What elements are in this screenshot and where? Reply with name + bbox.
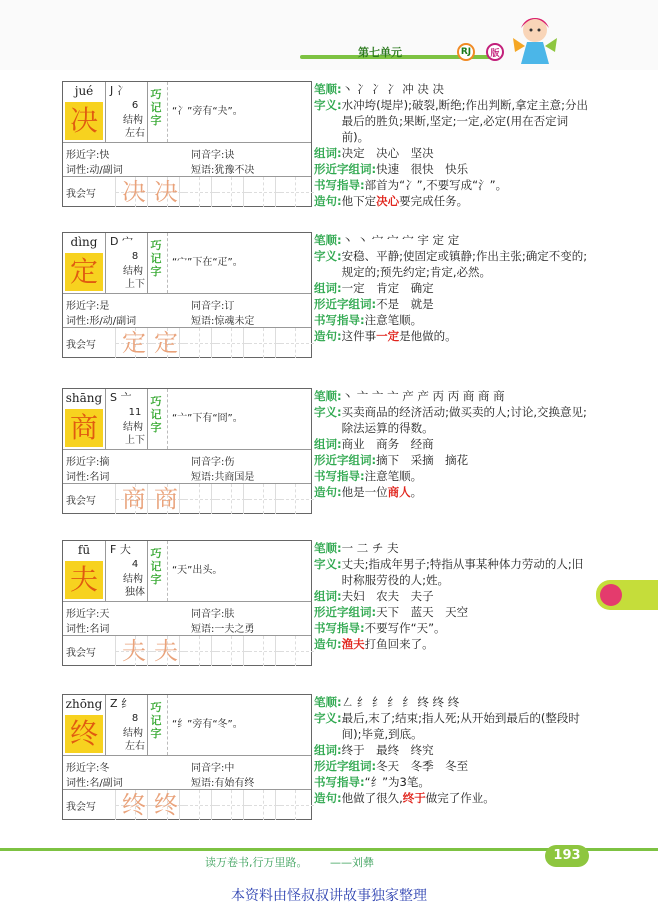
pinyin: dìng: [70, 235, 98, 249]
char-details: [314, 388, 590, 500]
line-label: 形近字组词:: [314, 297, 377, 311]
char-details: [314, 694, 590, 806]
line-text: 安稳、平静;使固定或镇静;作出主张;确定不变的;规定的;预先约定;肯定,必然。: [341, 249, 588, 279]
stroke-count: 8: [131, 713, 139, 724]
detail-line: [314, 177, 590, 193]
trace-character: 夫: [154, 637, 178, 665]
rj-badge: RJ: [457, 43, 475, 61]
practice-cell[interactable]: [275, 484, 314, 514]
radical: [110, 389, 131, 405]
sentence-pre: 他是一位: [341, 485, 388, 499]
trace-character: 终: [122, 791, 146, 819]
main-character: 终: [65, 715, 103, 753]
divider: [147, 82, 148, 142]
line-label: 字义:: [314, 405, 342, 419]
line-label: 书写指导:: [314, 775, 365, 789]
stroke-count: 11: [128, 407, 142, 418]
sentence-post: 打鱼回来了。: [364, 637, 434, 651]
homophone: 同音字:中: [191, 763, 235, 774]
part-of-speech: 词性:名/副词: [66, 778, 123, 789]
line-label: 字义:: [314, 249, 342, 263]
line-text: [342, 328, 590, 344]
line-text: 买卖商品的经济活动;做买卖的人;讨论,交换意见;除法运算的得数。: [341, 405, 587, 435]
practice-row: [63, 327, 311, 358]
structure-label: 结构: [123, 574, 143, 585]
mascot-icon: [600, 584, 622, 606]
sentence-highlight: 商人: [387, 485, 411, 499]
line-label: 书写指导:: [314, 469, 365, 483]
footer-author: ——刘彝: [330, 856, 374, 869]
practice-label: 我会写: [66, 802, 96, 813]
line-text: 商业 商务 经商: [341, 437, 434, 451]
line-text: 终于 最终 终究: [341, 743, 434, 757]
line-text: [342, 636, 590, 652]
pinyin: shāng: [65, 391, 103, 405]
line-label: 形近字组词:: [314, 453, 377, 467]
line-text: 丶 冫 冫 冫 冲 决 决: [341, 82, 445, 96]
line-label: 书写指导:: [314, 313, 365, 327]
example-sentence: [314, 328, 590, 344]
trace-character: 定: [154, 329, 178, 357]
sentence-pre: 这件事: [341, 329, 377, 343]
line-label: 笔顺:: [314, 541, 342, 555]
practice-row: [63, 789, 311, 820]
line-text: 最后,末了;结束;指人死;从开始到最后的(整段时间);毕竟,到底。: [341, 711, 580, 741]
phrase: 短语:惊魂未定: [191, 316, 255, 327]
info-rows: [63, 142, 311, 177]
stroke-count: 8: [131, 251, 139, 262]
line-text: 注意笔顺。: [364, 469, 423, 483]
structure-value: 左右: [125, 128, 145, 139]
practice-label: 我会写: [66, 496, 96, 507]
structure-label: 结构: [123, 115, 143, 126]
detail-line: [314, 232, 590, 248]
line-label: 造句:: [314, 791, 342, 805]
sentence-post: 做完了作业。: [425, 791, 495, 805]
detail-line: [314, 588, 590, 604]
char-card: [62, 232, 312, 358]
main-character: 商: [65, 409, 103, 447]
detail-line: [314, 620, 590, 636]
memory-tip: “亠”下有“冏”。: [167, 389, 316, 449]
detail-line: [314, 81, 590, 97]
structure-value: 上下: [125, 435, 145, 446]
line-text: 决定 决心 坚决: [341, 146, 434, 160]
detail-line: [314, 248, 590, 280]
sentence-highlight: 渔夫: [341, 637, 365, 651]
detail-line: [314, 388, 590, 404]
divider: [105, 82, 106, 142]
detail-line: [314, 296, 590, 312]
unit-title: 第七单元: [358, 46, 402, 59]
info-rows: [63, 755, 311, 790]
memory-tip: “宀”下在“疋”。: [167, 233, 316, 293]
memory-tip-tag: 巧记字: [150, 239, 162, 278]
similar-char: 形近字:是: [66, 301, 110, 312]
info-rows: [63, 293, 311, 328]
line-text: 快速 很快 快乐: [376, 162, 469, 176]
line-text: 摘下 采摘 摘花: [376, 453, 469, 467]
line-text: 不要写作“天”。: [364, 621, 446, 635]
char-card: [62, 388, 312, 514]
main-character: 定: [65, 253, 103, 291]
phrase: 短语:有始有终: [191, 778, 255, 789]
line-text: 丶 丶 宀 宀 宀 宇 定 定: [341, 233, 460, 247]
char-details: [314, 540, 590, 652]
line-text: [342, 193, 590, 209]
line-text: ㇜ 纟 纟 纟 纟 终 终 终: [341, 695, 460, 709]
sentence-post: 是他做的。: [399, 329, 457, 343]
char-details: [314, 232, 590, 344]
detail-line: [314, 468, 590, 484]
line-text: 丶 亠 亠 亠 产 产 丙 丙 商 商 商: [341, 389, 505, 403]
line-label: 造句:: [314, 485, 342, 499]
line-label: 字义:: [314, 711, 342, 725]
memory-tip-tag: 巧记字: [150, 701, 162, 740]
main-character: 夫: [65, 561, 103, 599]
detail-line: [314, 280, 590, 296]
stroke-count: 6: [131, 100, 139, 111]
pinyin: zhōng: [65, 697, 103, 711]
line-label: 组词:: [314, 589, 342, 603]
detail-line: [314, 97, 590, 145]
line-label: 造句:: [314, 194, 342, 208]
example-sentence: [314, 790, 590, 806]
practice-cell[interactable]: [275, 177, 314, 207]
sentence-pre: 他下定: [341, 194, 377, 208]
sentence-highlight: 一定: [376, 329, 400, 343]
sentence-highlight: 终于: [402, 791, 426, 805]
practice-row: [63, 483, 311, 514]
trace-character: 决: [122, 178, 146, 206]
line-label: 组词:: [314, 743, 342, 757]
radical-letter: S: [110, 391, 117, 404]
trace-character: 商: [154, 485, 178, 513]
sentence-post: 要完成任务。: [399, 194, 469, 208]
structure-value: 上下: [125, 279, 145, 290]
radical: [110, 82, 128, 98]
detail-line: [314, 774, 590, 790]
line-label: 书写指导:: [314, 178, 365, 192]
line-text: 一 二 チ 夫: [341, 541, 399, 555]
line-text: 一定 肯定 确定: [341, 281, 434, 295]
line-label: 字义:: [314, 557, 342, 571]
line-label: 组词:: [314, 146, 342, 160]
edition-badge: 版: [486, 43, 504, 61]
line-label: 笔顺:: [314, 82, 342, 96]
sentence-pre: 他做了很久,: [341, 791, 403, 805]
memory-tip: “纟”旁有“冬”。: [167, 695, 316, 755]
stroke-count: 4: [131, 559, 139, 570]
similar-char: 形近字:快: [66, 150, 110, 161]
example-sentence: [314, 636, 590, 652]
detail-line: [314, 694, 590, 710]
structure-value: 独体: [125, 587, 145, 598]
part-of-speech: 词性:动/副词: [66, 165, 123, 176]
char-card: [62, 540, 312, 666]
part-of-speech: 词性:名词: [66, 624, 110, 635]
radical-letter: D: [110, 235, 119, 248]
trace-character: 夫: [122, 637, 146, 665]
trace-character: 决: [154, 178, 178, 206]
detail-line: [314, 710, 590, 742]
line-text: [342, 790, 590, 806]
similar-char: 形近字:冬: [66, 763, 110, 774]
example-sentence: [314, 193, 590, 209]
line-text: [342, 484, 590, 500]
detail-line: [314, 404, 590, 436]
radical-letter: J: [110, 84, 114, 97]
radical-char: 纟: [121, 697, 133, 710]
credit-line: 本资料由怪叔叔讲故事独家整理: [231, 888, 427, 904]
detail-line: [314, 742, 590, 758]
line-label: 笔顺:: [314, 695, 342, 709]
homophone: 同音字:肤: [191, 609, 235, 620]
structure-label: 结构: [123, 728, 143, 739]
practice-cell[interactable]: [275, 636, 314, 666]
memory-tip-tag: 巧记字: [150, 88, 162, 127]
detail-line: [314, 604, 590, 620]
practice-label: 我会写: [66, 340, 96, 351]
detail-line: [314, 436, 590, 452]
radical: [110, 541, 131, 557]
structure-value: 左右: [125, 741, 145, 752]
detail-line: [314, 556, 590, 588]
part-of-speech: 词性:形/动/副词: [66, 316, 137, 327]
line-text: 不是 就是: [376, 297, 434, 311]
radical-char: 宀: [121, 235, 133, 248]
line-text: 部首为“冫”,不要写成“氵”。: [364, 178, 508, 192]
pinyin: fū: [77, 543, 91, 557]
char-details: [314, 81, 590, 209]
divider: [105, 233, 106, 293]
divider: [147, 695, 148, 755]
memory-tip-tag: 巧记字: [150, 395, 162, 434]
phrase: 短语:一夫之勇: [191, 624, 255, 635]
line-label: 形近字组词:: [314, 605, 377, 619]
part-of-speech: 词性:名词: [66, 472, 110, 483]
line-label: 笔顺:: [314, 233, 342, 247]
homophone: 同音字:伤: [191, 457, 235, 468]
line-text: 注意笔顺。: [364, 313, 423, 327]
line-label: 组词:: [314, 281, 342, 295]
line-text: 天下 蓝天 天空: [376, 605, 469, 619]
phrase: 短语:共商国是: [191, 472, 255, 483]
practice-label: 我会写: [66, 648, 96, 659]
radical: [110, 233, 133, 249]
radical: [110, 695, 132, 711]
radical-letter: Z: [110, 697, 118, 710]
divider: [147, 541, 148, 601]
line-label: 形近字组词:: [314, 162, 377, 176]
detail-line: [314, 758, 590, 774]
homophone: 同音字:诀: [191, 150, 235, 161]
pinyin: jué: [74, 84, 94, 98]
line-text: 水冲垮(堤岸);破裂,断绝;作出判断,拿定主意;分出最后的胜负;果断,坚定;一定,必定(用在否定词前)。: [341, 98, 589, 144]
practice-row: [63, 176, 311, 207]
sentence-post: 。: [410, 485, 423, 499]
similar-char: 形近字:摘: [66, 457, 110, 468]
radical-char: 冫: [116, 84, 128, 97]
fairy-illustration-icon: [505, 8, 565, 68]
trace-character: 定: [122, 329, 146, 357]
radical-char: 亠: [120, 391, 132, 404]
detail-line: [314, 312, 590, 328]
info-rows: [63, 449, 311, 484]
practice-row: [63, 635, 311, 666]
line-label: 造句:: [314, 637, 342, 651]
line-label: 形近字组词:: [314, 759, 377, 773]
detail-line: [314, 452, 590, 468]
info-rows: [63, 601, 311, 636]
divider: [147, 233, 148, 293]
trace-character: 终: [154, 791, 178, 819]
line-text: 冬天 冬季 冬至: [376, 759, 469, 773]
line-label: 笔顺:: [314, 389, 342, 403]
line-label: 造句:: [314, 329, 342, 343]
similar-char: 形近字:天: [66, 609, 110, 620]
line-label: 书写指导:: [314, 621, 365, 635]
practice-label: 我会写: [66, 189, 96, 200]
structure-label: 结构: [123, 266, 143, 277]
detail-line: [314, 161, 590, 177]
structure-label: 结构: [123, 422, 143, 433]
char-card: [62, 694, 312, 820]
example-sentence: [314, 484, 590, 500]
divider: [105, 541, 106, 601]
trace-character: 商: [122, 485, 146, 513]
sentence-highlight: 决心: [376, 194, 400, 208]
line-text: 夫妇 农夫 夫子: [341, 589, 434, 603]
detail-line: [314, 540, 590, 556]
practice-cell[interactable]: [275, 328, 314, 358]
memory-tip-tag: 巧记字: [150, 547, 162, 586]
memory-tip: “冫”旁有“夬”。: [167, 82, 316, 142]
divider: [105, 389, 106, 449]
radical-letter: F: [110, 543, 117, 556]
homophone: 同音字:订: [191, 301, 235, 312]
line-text: “纟”为3笔。: [364, 775, 430, 789]
line-text: 丈夫;指成年男子;特指从事某种体力劳动的人;旧时称服劳役的人;姓。: [341, 557, 584, 587]
detail-line: [314, 145, 590, 161]
page-number: 193: [545, 845, 589, 867]
main-character: 决: [65, 102, 103, 140]
line-label: 字义:: [314, 98, 342, 112]
phrase: 短语:犹豫不决: [191, 165, 255, 176]
line-label: 组词:: [314, 437, 342, 451]
memory-tip: “天”出头。: [167, 541, 316, 601]
practice-cell[interactable]: [275, 790, 314, 820]
radical-char: 大: [119, 543, 131, 556]
divider: [147, 389, 148, 449]
char-card: [62, 81, 312, 207]
divider: [105, 695, 106, 755]
footer-motto: 读万卷书,行万里路。: [205, 856, 308, 869]
